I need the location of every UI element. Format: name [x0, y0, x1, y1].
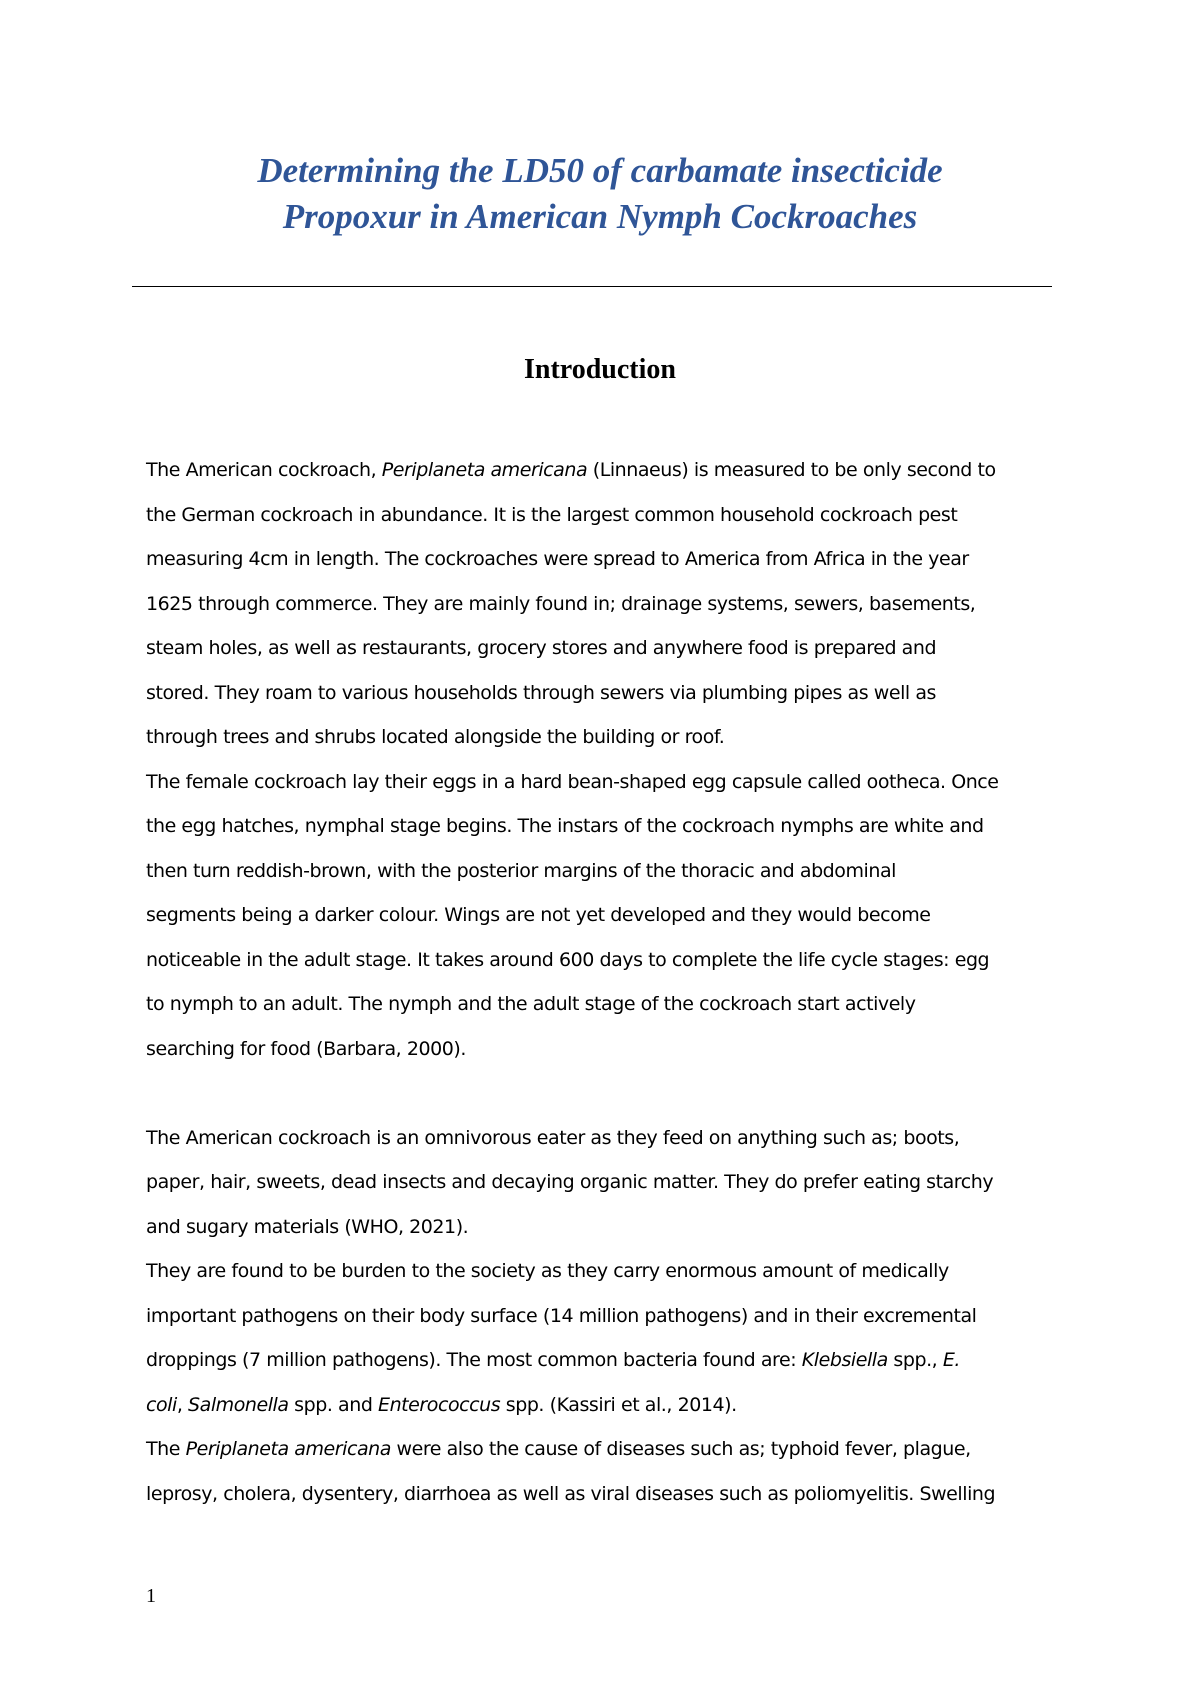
body-line [146, 1249, 1076, 1294]
text-run: and sugary materials (WHO, 2021). [146, 1215, 469, 1238]
text-run: important pathogens on their body surface (14 million pathogens) and in their excremental [146, 1304, 977, 1327]
text-run: The American cockroach is an omnivorous eater as they feed on anything such as; boots, [146, 1126, 960, 1149]
body-line [146, 1294, 1076, 1339]
italic-term: Periplaneta americana [185, 1438, 391, 1460]
body-line [146, 804, 1076, 849]
text-run: leprosy, cholera, dysentery, diarrhoea as well as viral diseases such as poliomyelitis. Swelling [146, 1482, 996, 1505]
text-run: stored. They roam to various households through sewers via plumbing pipes as well as [146, 681, 936, 704]
body-line [146, 1205, 1076, 1250]
body-line [146, 1027, 1076, 1072]
paragraph-gap [146, 1071, 1076, 1116]
page-number: 1 [146, 1585, 156, 1607]
body-line [146, 893, 1076, 938]
text-run: the egg hatches, nymphal stage begins. The instars of the cockroach nymphs are white and [146, 815, 984, 837]
text-run: spp. and [288, 1393, 379, 1416]
text-run: to nymph to an adult. The nymph and the adult stage of the cockroach start actively [146, 993, 916, 1015]
body-line [146, 582, 1076, 627]
text-run: paper, hair, sweets, dead insects and decaying organic matter. They do prefer eating starchy [146, 1171, 994, 1193]
text-run: spp., [887, 1349, 943, 1371]
body-line [146, 1116, 1076, 1161]
text-run: spp. (Kassiri et al., 2014). [500, 1393, 737, 1416]
body-line [146, 938, 1076, 983]
body-line [146, 1427, 1076, 1472]
title-line-2: Propoxur in American Nymph Cockroaches [282, 197, 918, 236]
body-line [146, 982, 1076, 1027]
text-run: searching for food (Barbara, 2000). [146, 1037, 466, 1060]
body-line [146, 849, 1076, 894]
text-run: droppings (7 million pathogens). The most common bacteria found are: [146, 1349, 802, 1371]
text-run: The female cockroach lay their eggs in a hard bean-shaped egg capsule called ootheca. Once [146, 770, 999, 793]
title-line-1: Determining the LD50 of carbamate insecticide [257, 151, 943, 190]
text-run: were also the cause of diseases such as; typhoid fever, plague, [390, 1438, 971, 1460]
body-line [146, 715, 1076, 760]
body-line [146, 626, 1076, 671]
body-line [146, 1338, 1076, 1383]
body-line [146, 1383, 1076, 1428]
text-run: noticeable in the adult stage. It takes around 600 days to complete the life cycle stages: egg [146, 948, 990, 971]
text-run: (Linnaeus) is measured to be only second to [587, 459, 996, 481]
section-heading: Introduction [524, 354, 676, 385]
text-run: 1625 through commerce. They are mainly found in; drainage systems, sewers, basements, [146, 592, 976, 615]
italic-term: Enterococcus [378, 1393, 501, 1416]
body-line [146, 671, 1076, 716]
text-run: The American cockroach, [146, 459, 382, 481]
italic-term: Klebsiella [801, 1349, 888, 1371]
text-run: through trees and shrubs located alongside the building or roof. [146, 726, 725, 748]
body-line [146, 448, 1076, 493]
text-run: steam holes, as well as restaurants, grocery stores and anywhere food is prepared and [146, 637, 937, 659]
italic-term: E. [942, 1349, 961, 1371]
body-line [146, 1160, 1076, 1205]
body-text [146, 448, 1076, 1516]
title-divider [132, 286, 1052, 287]
text-run: , [176, 1393, 189, 1416]
text-run: the German cockroach in abundance. It is the largest common household cockroach pest [146, 503, 958, 526]
italic-term: Salmonella [188, 1393, 289, 1416]
body-line [146, 537, 1076, 582]
body-line [146, 1472, 1076, 1517]
text-run: The [146, 1438, 186, 1460]
text-run: measuring 4cm in length. The cockroaches were spread to America from Africa in the year [146, 548, 969, 570]
text-run: They are found to be burden to the society as they carry enormous amount of medically [146, 1260, 949, 1282]
document-title [0, 148, 1200, 240]
text-run: segments being a darker colour. Wings are not yet developed and they would become [146, 904, 931, 926]
body-line [146, 760, 1076, 805]
text-run: then turn reddish-brown, with the posterior margins of the thoracic and abdominal [146, 859, 896, 882]
italic-term: Periplaneta americana [381, 459, 588, 481]
italic-term: coli [146, 1393, 177, 1416]
body-line [146, 493, 1076, 538]
